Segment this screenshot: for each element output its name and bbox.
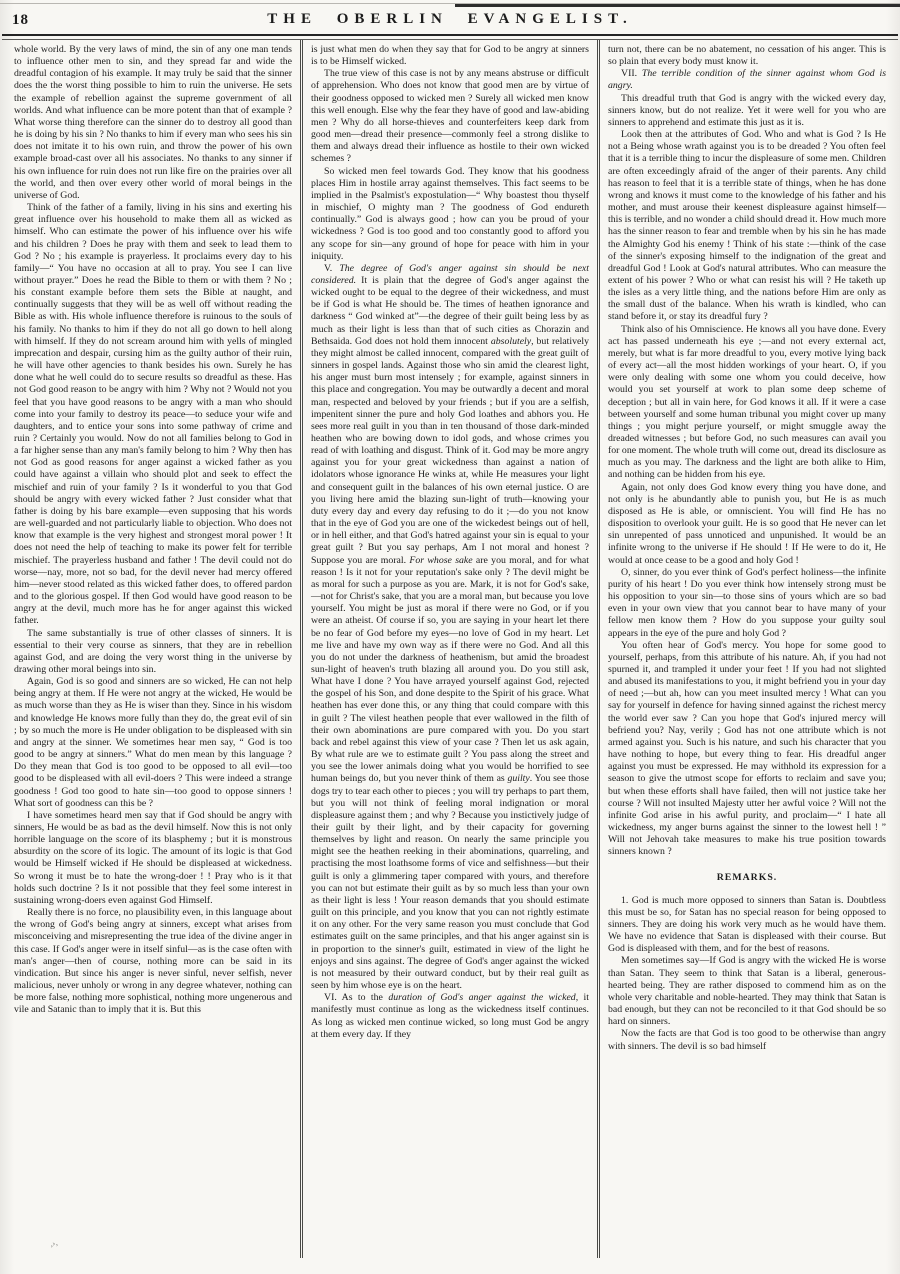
text-run: whole world. By the very laws of mind, the sin of any one man tends to influence other men to sin, and they spread far and wide the dreadful contagion of his example. It may truly be said that the sinner does the the worst thing possible to him to ruin the universe. He sets the example of rebellion against the supreme government of all worlds. And what influence can be more potent than that of example ? What worse thing therefore can the sinner do to destroy all good than he is doing by his sin ? No thanks to him if every man who sees his sin does not imitate it to his own ruin, and throw the power of his own example broad-cast over all his associates. No thanks to any sinner if his own influence for ruin does not run like fire on the prairies over all the world, and then over every other world of moral beings in the universe of God.: [14, 44, 292, 201]
italic-text-run: For whose sake: [409, 554, 473, 566]
paragraph: [14, 202, 292, 627]
text-run: Now the facts are that God is too good to be otherwise than angry with sinners. The devil is so bad himself: [608, 1028, 886, 1052]
text-run: You often hear of God's mercy. You hope for some good to yourself, perhaps, from this attribute of his nature. Ah, if you had not spurned it, and trampled it under your feet ! If you had not slighted and abused its manifestations to you, it might befriend you in your day of need ;—but ah, how can you meet insulted mercy ! What can you say for yourself in defence for having sinned against the richest mercy the world ever saw ? Can you hope that God's injured mercy will befriend you? Nay, verily ; God has not one attribute which is not armed against you. Such is his nature, and such his character that you have nothing to hope, but every thing to fear. His dreadful anger against you must be expressed. He may withhold its expression for a season to give the utmost scope for efforts to reclaim and save you; but when these efforts shall have failed, then will not justice take her course ? Will not insulted Majesty utter her awful voice ? Will not the infinite God arise in his awful purity, and proclaim—“ I hate all wickedness, my anger burns against the sinner to the lowest hell ! ” Will not Jehovah take measures to make his true position towards sinners known ?: [608, 639, 886, 858]
text-run: Again, not only does God know every thing you have done, and not only is he abundantly able to punish you, but He is as much disposed as He is able, or omniscient. You will find He has no disposition to overlook your guilt. He is so good that He never can let sin unrepented of pass unnoticed and unpunished. It would be an infinite wrong to the universe if He should ! If He were to do it, He would at once cease to be a good and holy God !: [608, 481, 886, 566]
italic-text-run: guilty: [507, 773, 530, 785]
text-run: So wicked men feel towards God. They know that his goodness places Him in hostile array against themselves. This fact seems to be implied in the Psalmist's expostulation—“ Why boastest thou thyself in mischief, O mighty man ? The goodness of God endureth continually.” God is always good ; how can you be proud of your wickedness ? God is too good and too constantly good to afford you any scope for sin—any ground of hope for peace with him in your iniquity.: [311, 165, 589, 262]
paragraph: [311, 166, 589, 263]
italic-text-run: The terrible condition of the sinner against whom God is angry.: [608, 68, 887, 92]
paragraph: [14, 44, 292, 202]
scan-pen-marks: ‚›‚: [48, 1237, 59, 1249]
text-run: O, sinner, do you ever think of God's perfect holiness—the infinite purity of his heart ! Do you ever think how intensely strong must be his opposition to your sin—to those sins of yours which are so bad even in your own view that you cannot bear to have many of your fellow men know them ? How do you suppose your guilty soul appears in the eye of the pure and holy God ?: [608, 566, 886, 639]
text-run: This dreadful truth that God is angry with the wicked every day, sinners know, but do not realize. Yet it were well for you who are sinners to apprehend and estimate this just as it is.: [608, 92, 886, 128]
column-3: [597, 40, 894, 1258]
text-run: Think also of his Omniscience. He knows all you have done. Every act has passed underneath his eye ;—and not every external act, merely, but what is far more dreadful to you, every motive lying back of every act—all the most hidden workings of your heart. O, if you were only dealing with some one whom you could deceive, how would you set yourself at work to plan some deep scheme of deception ; but all in vain here, for God knows it all. If it were a case between yourself and some human tribunal you might cover up many things ; you might perjure yourself, or might smuggle away the dreaded witnesses ; but before God, no such measures can avail you for one moment. The whole truth will come out, dread its disclosure as much as you may. The darkness and the light are both alike to Him, and nothing can be hidden from his eye.: [608, 323, 886, 481]
text-run: VII.: [621, 68, 642, 80]
text-run: is just what men do when they say that for God to be angry at sinners is to be Himself wicked.: [311, 44, 589, 68]
paragraph: [608, 640, 886, 859]
paragraph: [14, 676, 292, 810]
text-run: Men sometimes say—If God is angry with the wicked He is worse than Satan. They seem to think that Satan is a liberal, generous-hearted being. They are rather disposed to commend him as on the whole very charitable and noble-hearted. They may think that Satan is bad enough, but they can not be reconciled to it that God should be so hard on sinners.: [608, 955, 886, 1028]
paragraph: [608, 324, 886, 482]
paragraph: [14, 810, 292, 907]
column-2: [300, 40, 597, 1258]
masthead: [0, 0, 900, 42]
italic-text-run: duration of God's anger against the wicked,: [388, 992, 579, 1004]
paragraph: [608, 482, 886, 567]
text-run: Look then at the attributes of God. Who and what is God ? Is He not a Being whose wrath against you is to be dreaded ? You often feel that it is a terrible thing to incur the displeasure of some men. Children are often exceedingly afraid of the anger of their parents. Any child has reason to feel that it is a terrible state of things, when he has done wrong and knows it must come to the knowledge of his father and his mother, and must arouse their keenest displeasure against himself—this is terrible, and no wonder a child should dread it. How much more has the sinner reason to fear and tremble when by his sin he has made the Almighty God his enemy ! Think of his state :—think of the case of the sinner's exposing himself to the indignation of the great and dreadful God ! Look at God's natural attributes. Who can measure the extent of his power ? Who or what can resist his will ? He taketh up the isles as a very little thing, and the nations before Him are only as the small dust of the balance. When his wrath is kindled, who can stand before it, or stay its dreadful fury ?: [608, 129, 886, 323]
bold-text-run: REMARKS.: [716, 872, 778, 884]
paragraph: [608, 129, 886, 324]
text-run: VI. As to the: [324, 992, 389, 1004]
paragraph: [608, 567, 886, 640]
text-run: are you moral, and for what reason ! Is it not for your reputation's sake only ? The devil might be as moral for such a purpose as you are. Mark, it is not for God's sake,—not for Christ's sake, that you are a moral man, but because you love yourself. You might be just as moral if there were no God, or if you were an atheist. Of course if so, you are saying in your heart let there be no fear of God before my eyes—no love of God in my heart. Let me live and have my own way as if there were no God. And all this you do not under the darkness of heathenism, but amid the broadest sun-light of heaven's truth blazing all around you. Do you still ask, What have I done ? You have arrayed yourself against God, rejected the gospel of his Son, and done despite to the Spirit of his grace. What heathen has ever done this, or any thing that could compare with this in guilt ? The vilest heathen people that ever wallowed in the filth of their own abominations are pure compared with you. Do you start back and rebel against this view of your case ? Then let us ask again, By what rule are we to estimate guilt ? You pass along the street and you see the lower animals doing what you would be horrified to see human beings do, but you never think of them as: [311, 554, 590, 785]
paragraph: [608, 68, 886, 92]
text-run: V.: [324, 262, 340, 274]
text-run: The true view of this case is not by any means abstruse or difficult of apprehension. Who does not know that good men are by virtue of their goodness opposed to wicked men ? Surely all wicked men know this well enough. Else why the fear they have of good and law-abiding men ? Why do all horse-thieves and counterfeiters keep dark from good men—dread their presence—commonly feel a strong dislike to them and always dread their influence as hostile to their own wicked schemes ?: [311, 68, 589, 165]
italic-text-run: The degree of God's anger against sin should be next considered.: [311, 262, 589, 286]
paragraph: [608, 895, 886, 956]
paragraph: [608, 93, 886, 129]
paragraph: [14, 628, 292, 677]
text-run: Again, God is so good and sinners are so wicked, He can not help being angry at them. If He were not angry at the wicked, He would be as much worse than they as He is wiser than they. Since in his wisdom and knowledge He knows more fully than they do, the great evil of sin ; by so much the more is He under obligation to be displeased with sin and angry at the sinner. We sometimes hear men say, “ God is too good to be angry at sinners.” What do men mean by this language ? Do they mean that God is too good to be opposed to all evil—too good to be displeased with all evil-doers ? This were indeed a strange goodness ! God too good to hate sin—too good to oppose sinners ! What sort of goodness can this be ?: [14, 676, 292, 809]
article-columns: [6, 40, 894, 1258]
text-run: The same substantially is true of other classes of sinners. It is essential to their very course as sinners, that they are in rebellion against God, and are doing the very worst thing in the universe by drawing other moral beings into sin.: [14, 627, 292, 675]
text-run: . You see those dogs try to tear each other to pieces ; you will try perhaps to part them, but you will not think of feeling moral indignation or moral displeasure against them ; and why ? Because you instictively judge of their guilt by their light, and by their capacity for governing themselves by light and reason. On nearly the same principle you might see the heathen reeking in their abominations, quarreling, and practising the most loathsome forms of vice and selfishness—but their guilt is only a glimmering taper compared with yours, and therefore you can not but estimate their guilt as by so much less than your own as their light is less ! Your reason demands that you should estimate guilt on this principle, and you know that you can not rightly estimate it on any other. For the very same reason you must conclude that God estimates guilt on the same principles, and that his anger against sin is in proportion to the sinner's guilt, estimated in view of the light he enjoys and sins against. The degree of God's anger against the wicked is not measured by their outward conduct, but by their real guilt as seen by him whose eye is on the heart.: [311, 773, 589, 992]
text-run: , but relatively they might almost be called innocent, compared with the great guilt of sinners in gospel lands. Against those who sin amid the clearest light, his anger must burn most intensely ; for example, against sinners in this place and congregation. You may be outwardly a decent and moral man, respected and beloved by your friends ; but if you are a selfish, impenitent sinner the pure and holy God loathes and abhors you. He sees more real guilt in you than in ten thousand of those dark-minded heathen who are bowing down to idol gods, and whose crimes you read of with loathing and disgust. Think of it. God may be more angry against you for your great wickedness than against a nation of idolators whose ignorance He winks at, while He measures your light and consequent guilt in the balances of his own eternal justice. O are you living here amid the blazing sun-light of truth—knowing your duty every day and every day refusing to do it ;—do you not know that in the eye of God you are one of the wickedest beings out of hell, or in hell either, and that God's hatred against your sin is equal to your great guilt ? But you say perhaps, Am I not moral and honest ? Suppose you are moral.: [311, 335, 589, 566]
text-run: Really there is no force, no plausibility even, in this language about the wrong of God's being angry at sinners, except what arises from misconceiving and misrepresenting the true idea of the divine anger in this case. If God's anger were in itself sinful—as is the case often with man's anger—then of course, nothing more can be said in its vindication. But since his anger is never sinful, never selfish, never malicious, never unholy or wrong in any degree whatever, nothing can be more false, nothing more sophistical, nothing more ungenerous and vile and Satanic than to imply that it is. But this: [14, 907, 292, 1016]
text-run: Think of the father of a family, living in his sins and exerting his great influence over his household to make them all as wicked as himself. Who can estimate the power of his influence over his wife and his children ? Does he pray with them and seek to lead them to God ? No ; his example is prayerless. It proclaims every day to his family—“ You have no occasion at all to pray. You see I can live without prayer.” Does he read the Bible to them or with them ? No ; his constant example before them sets the Bible at naught, and continually suggests that they will be as well off without reading the Bible as with. His whole influence therefore is ruinous to the souls of his family. No thanks to him if they do not all go down to hell along with himself. If they do not scream around him with yells of mingled imprecation and despair, cursing him as the guilty author of their ruin, he will have other agencies to thank besides his own. Surely he has done what he well could do to secure results so dreadful as these. Has not God good reason to be angry with him ? Why not ? Would not you feel that you have good reasons to be angry with a man who should come into your family to destroy its peace—to seduce your wife and daughters, and to entice your sons into some pathway of crime and ruin ? Certainly you would. Now do not all families belong to God in a far higher sense than any man's family belong to him ? Why then has not God as good reasons for anger against a wicked father as you could have against a villain who should plot and seek to effect the mischief and ruin of your family ? Is it wonderful to you that God should be angry with every wicked father ? Just consider what that father is doing by his bare example—even supposing that his words are well-guarded and not particularly liable to objection. Who does not know that example is the very highest and strongest moral power ! It does not need the help of teaching to make its power felt for terrible mischief. The prayerless husband and father ! The devil could not do worse—nay, more, not so bad, for the devil never had mercy offered him—never stood related as this wicked father does, to offered pardon and to the glorious gospel. If then God would have good reason to be angry at the devil, much more has he for anger against this wicked father.: [14, 202, 292, 627]
italic-text-run: absolutely: [490, 335, 532, 347]
text-run: I have sometimes heard men say that if God should be angry with sinners, He would be as bad as the devil himself. Now this is not only horrible language on the score of its blasphemy ; but it is monstrous absurdity on the score of its logic. The amount of its logic is that God would be Himself wicked if He should be displeased at wickedness. So wrong it must be to hate the wrong-doer ! ! Pray who is it that holds such doctrine ? Is it not possible that they feel some interest in sustaining wrong-doers even against God Himself.: [14, 809, 292, 906]
paragraph: [608, 955, 886, 1028]
section-heading: [608, 872, 886, 884]
paragraph: [311, 44, 589, 68]
text-run: It is plain that the degree of God's anger against the wicked ought to be equal to the degree of their wickedness, and must be if God is what He should be. The times of heathen ignorance and darkness “ God winked at”—the degree of their guilt being less by as much as their light is less than that of such cities as Chorazin and Bethsaida. God does not hold them innocent: [311, 274, 589, 347]
page-title: THE OBERLIN EVANGELIST.: [267, 11, 633, 27]
paragraph: [311, 68, 589, 165]
paragraph: [311, 992, 589, 1041]
text-run: turn not, there can be no abatement, no cessation of his anger. This is so plain that every body must know it.: [608, 44, 886, 68]
paragraph: [14, 907, 292, 1016]
paragraph: [608, 1028, 886, 1052]
paragraph: [608, 44, 886, 68]
column-1: [6, 40, 300, 1258]
page-number: 18: [12, 12, 29, 28]
paragraph: [311, 263, 589, 992]
text-run: 1. God is much more opposed to sinners than Satan is. Doubtless this must be so, for Satan has no special reason for being opposed to sinners. They are doing his work very much as he would have them. We have no evidence that Satan is displeased with their course. But God is displeased with them, and for the best of reasons.: [608, 894, 886, 955]
text-run: it manifestly must continue as long as the wickedness itself continues. As long as wicked men continue wicked, so long must God be angry at them every day. If they: [311, 992, 589, 1040]
